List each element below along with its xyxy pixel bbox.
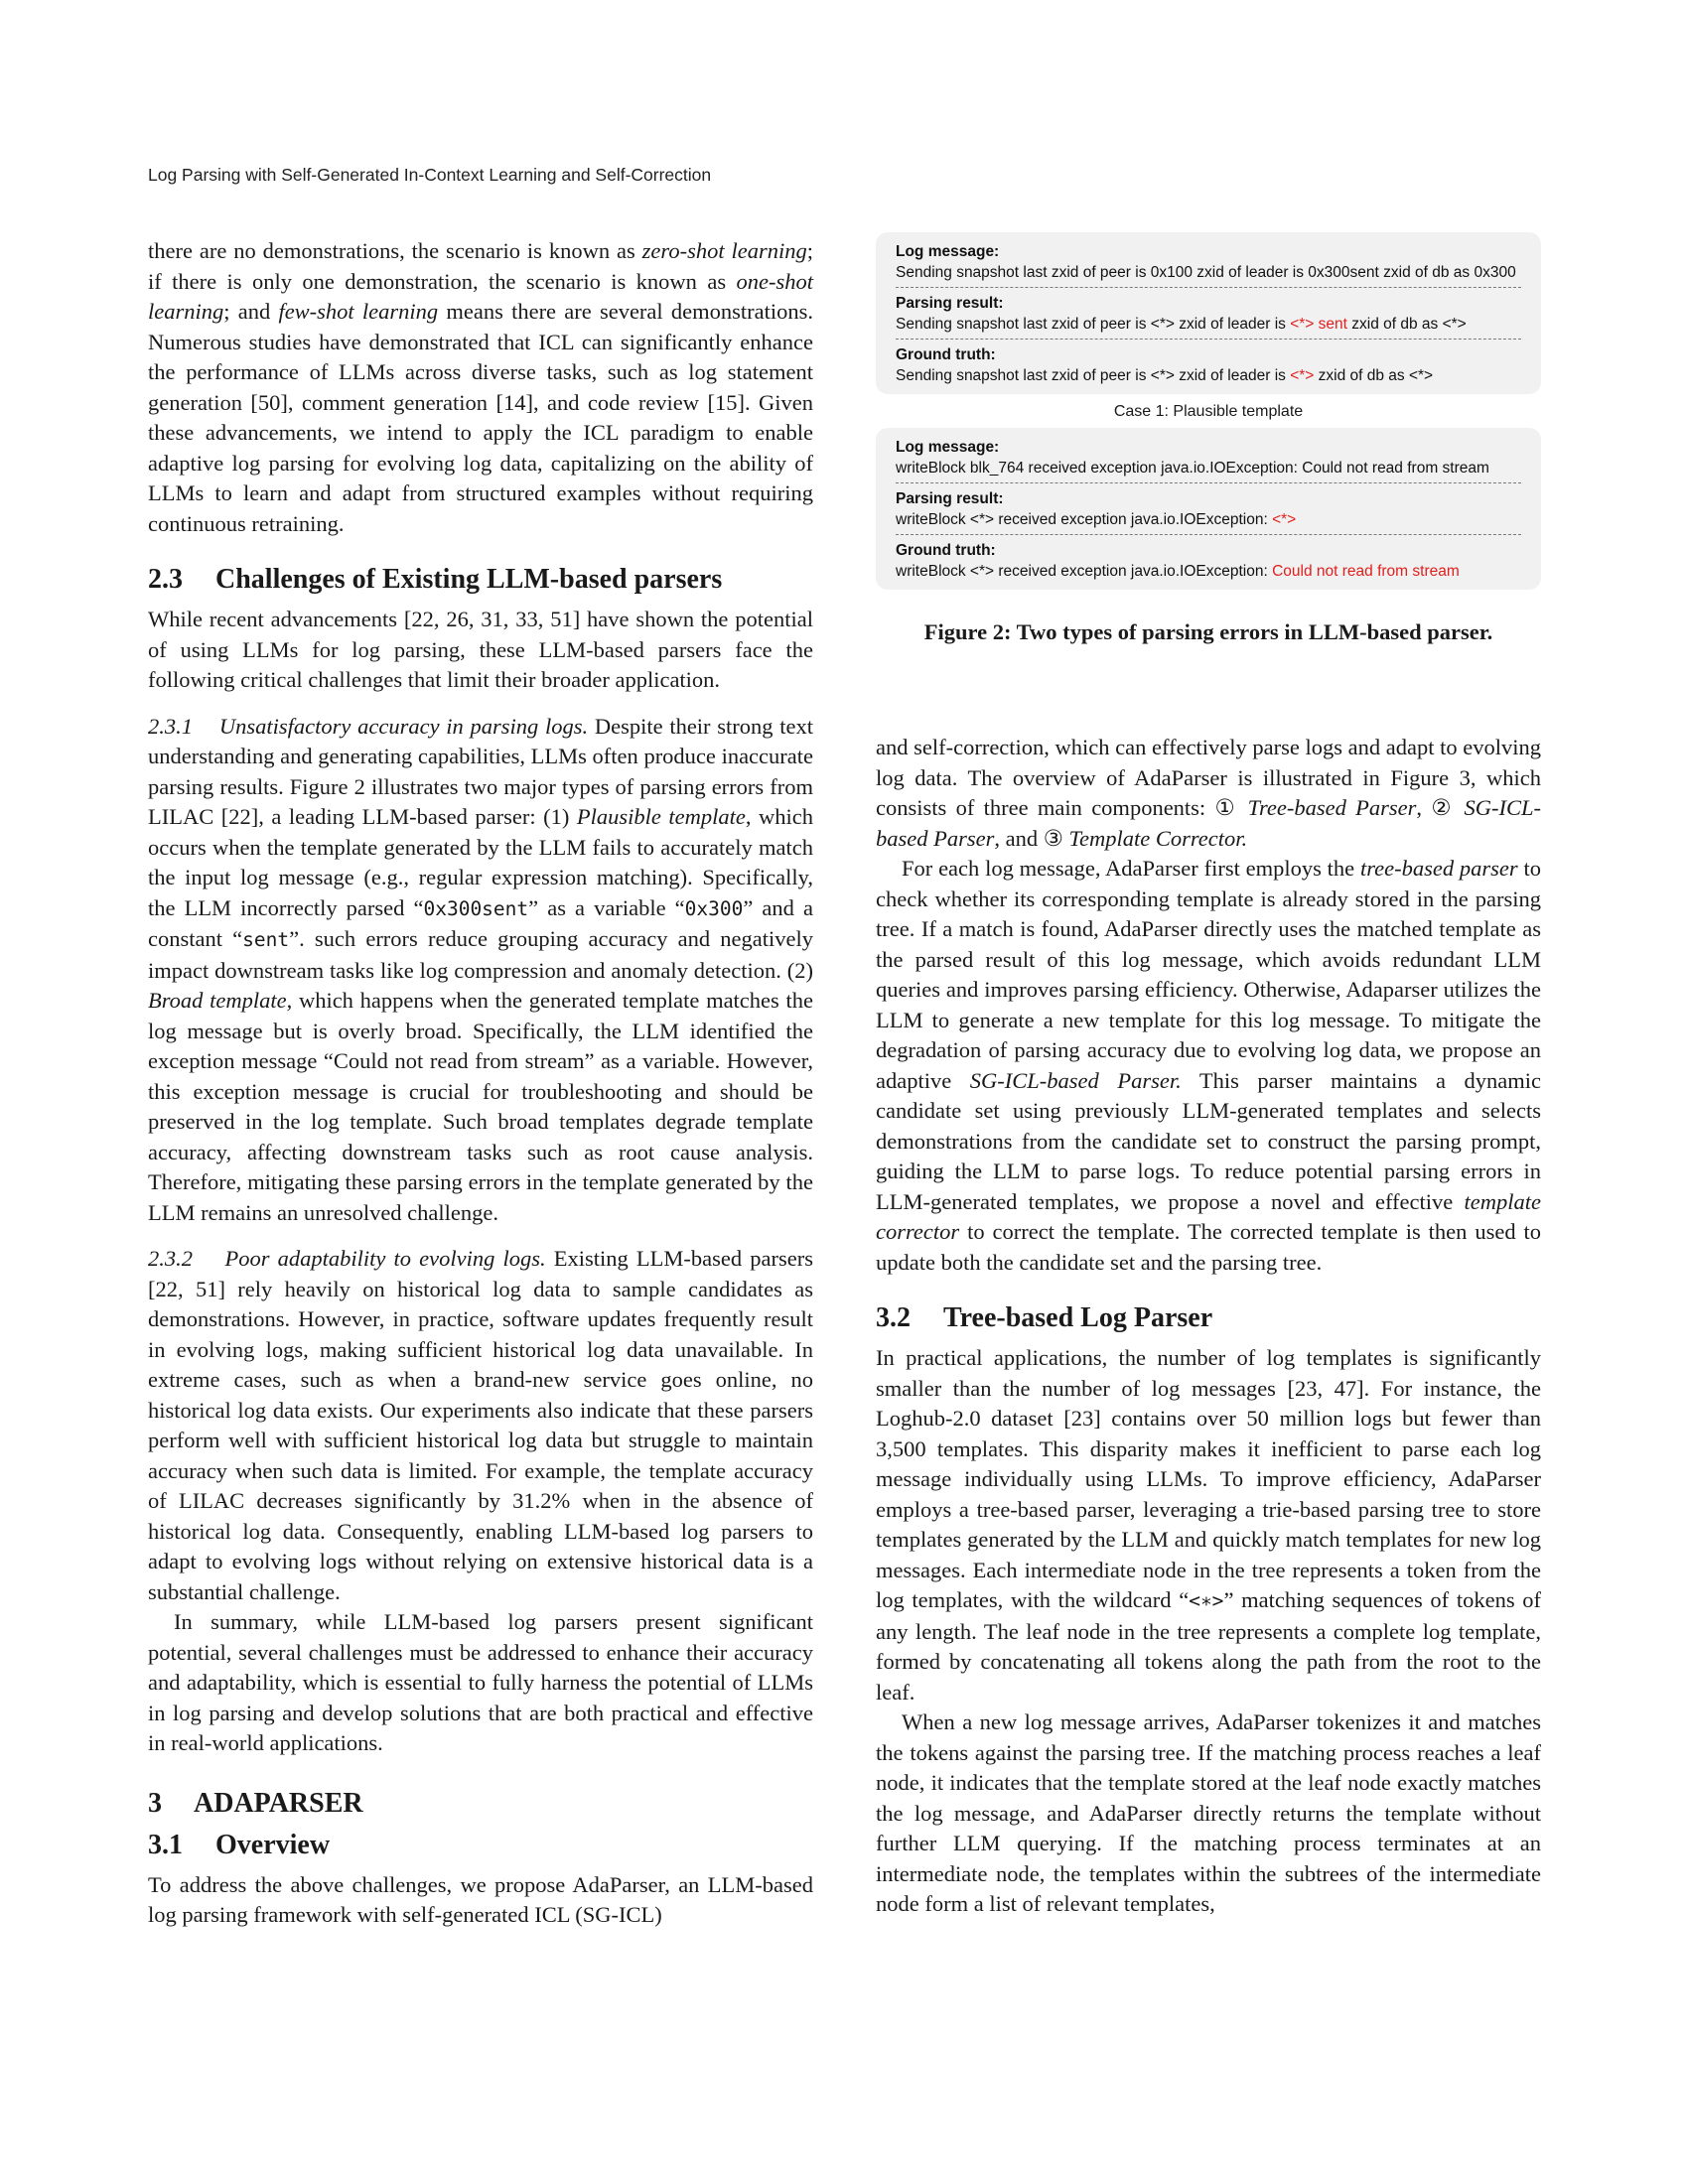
paragraph-adaparser-intro: and self-correction, which can effectively parse logs and adapt to evolving log data. The overview of AdaParser is illustrated in Figure 3, which consists of three main components: ① Tree-based Parser, ② SG-ICL-based Parser, and ③ Template Corrector. [876, 735, 1541, 851]
section-heading-3: 3 ADAPARSER [148, 1787, 363, 1819]
case2-message: writeBlock blk_764 received exception java.io.IOException: Could not read from stream [896, 460, 1489, 477]
case1-truth-label: Ground truth: [896, 346, 996, 363]
figure-case-1-panel [876, 232, 1541, 394]
case1-parse-label: Parsing result: [896, 295, 1004, 312]
paragraph-challenges-intro: While recent advancements [22, 26, 31, 33, 51] have shown the potential of using LLMs for log parsing, these LLM-based parsers face the following critical challenges that limit their broader application. [148, 607, 813, 692]
paragraph-icl-intro: there are no demonstrations, the scenario is known as zero-shot learning; if there is only one demonstration, the scenario is known as one-shot learning; and few-shot learning means there are several demonstrations. Numerous studies have demonstrated that ICL can significantly enhance the performance of LLMs across diverse tasks, such as log statement generation [50], comment generation [14], and code review [15]. Given these advancements, we intend to apply the ICL paradigm to enable adaptive log parsing for evolving log data, capitalizing on the ability of LLMs to learn and adapt from structured examples without requiring continuous retraining. [148, 238, 813, 536]
case1-parse-result: Sending snapshot last zxid of peer is <*> zxid of leader is <*> sent zxid of db as <*> [896, 316, 1467, 333]
case2-ground-truth: writeBlock <*> received exception java.io.IOException: Could not read from stream [896, 563, 1460, 580]
paragraph-summary: In summary, while LLM-based log parsers present significant potential, several challenges must be addressed to enhance their accuracy and adaptability, which is essential to fully harness the potential of LLMs in log parsing and develop solutions that are both practical and effective in real-world applications. [148, 1609, 813, 1755]
paragraph-matching: When a new log message arrives, AdaParser tokenizes it and matches the tokens against the parsing tree. If the matching process reaches a leaf node, it indicates that the template stored at the leaf node exactly matches the log message, and AdaParser directly returns the template without further LLM querying. If the matching process terminates at an intermediate node, the templates within the subtrees of the intermediate node form a list of relevant templates, [876, 1709, 1541, 1916]
case1-ground-truth: Sending snapshot last zxid of peer is <*> zxid of leader is <*> zxid of db as <*> [896, 367, 1434, 384]
divider [896, 482, 1521, 483]
case-1-caption: Case 1: Plausible template [1113, 403, 1304, 420]
figure-caption: Figure 2: Two types of parsing errors in LLM-based parser. [923, 619, 1493, 644]
case2-message-label: Log message: [896, 439, 1000, 456]
figure-2 [876, 232, 1541, 645]
section-heading-3-1: 3.1 Overview [148, 1829, 331, 1860]
case2-parse-label: Parsing result: [896, 490, 1004, 507]
subsection-heading-2-3-2: 2.3.2 Poor adaptability to evolving logs. [148, 1246, 546, 1271]
left-column [148, 236, 813, 1931]
case2-parse-result: writeBlock <*> received exception java.io.IOException: <*> [896, 511, 1297, 528]
subsection-heading-2-3-1: 2.3.1 Unsatisfactory accuracy in parsing logs. [148, 713, 589, 739]
section-heading-2-3: 2.3 Challenges of Existing LLM-based parsers [148, 564, 723, 595]
paragraph-2-3-2: 2.3.2 Poor adaptability to evolving logs. Existing LLM-based parsers [22, 51] rely heavily on historical log data to sample candidates as demonstrations. However, in practice, software updates frequently result in evolving logs, making sufficient historical log data unavailable. In extreme cases, such as when a brand-new service goes online, no historical log data exists. Our experiments also indicate that these parsers perform well with sufficient historical log data but struggle to maintain accuracy when such data is limited. For example, the template accuracy of LILAC decreases significantly by 31.2% when in the absence of historical log data. Consequently, enabling LLM-based log parsers to adapt to evolving logs without relying on extensive historical data is a substantial challenge. [148, 1246, 813, 1604]
divider [896, 287, 1521, 288]
case2-truth-label: Ground truth: [896, 542, 996, 559]
figure-case-2-panel [876, 428, 1541, 590]
paragraph-overview: To address the above challenges, we propose AdaParser, an LLM-based log parsing framework with self-generated ICL (SG-ICL) [148, 1871, 813, 1927]
paragraph-workflow: For each log message, AdaParser first employs the tree-based parser to check whether its corresponding template is already stored in the parsing tree. If a match is found, AdaParser directly uses the matched template as the parsed result of this log message, which avoids redundant LLM queries and improves parsing efficiency. Otherwise, Adaparser utilizes the LLM to generate a new template for this log message. To mitigate the degradation of parsing accuracy due to evolving log data, we propose an adaptive SG-ICL-based Parser. This parser maintains a dynamic candidate set using previously LLM-generated templates and selects demonstrations from the candidate set to construct the parsing prompt, guiding the LLM to parse logs. To reduce potential parsing errors in LLM-generated templates, we propose a novel and effective template corrector to correct the template. The corrected template is then used to update both the candidate set and the parsing tree. [876, 856, 1542, 1275]
divider [896, 339, 1521, 340]
paragraph-2-3-1: 2.3.1 Unsatisfactory accuracy in parsing logs. Despite their strong text understanding and generating capabilities, LLMs often produce inaccurate parsing results. Figure 2 illustrates two major types of parsing errors from LILAC [22], a leading LLM-based parser: (1) Plausible template, which occurs when the template generated by the LLM fails to accurately match the input log message (e.g., regular expression matching). Specifically, the LLM incorrectly parsed “0x300sent” as a variable “0x300” and a constant “sent”. such errors reduce grouping accuracy and negatively impact downstream tasks like log compression and anomaly detection. (2) Broad template, which happens when the generated template matches the log message but is overly broad. Specifically, the LLM identified the exception message “Could not read from stream” as a variable. However, this exception message is crucial for troubleshooting and should be preserved in the log template. Such broad templates degrade template accuracy, affecting downstream tasks such as root cause analysis. Therefore, mitigating these parsing errors in the template generated by the LLM remains an unresolved challenge. [148, 713, 814, 1225]
section-heading-3-2: 3.2 Tree-based Log Parser [876, 1302, 1213, 1333]
case1-message-label: Log message: [896, 243, 1000, 260]
divider [896, 534, 1521, 535]
right-column [876, 733, 1541, 1920]
paragraph-tree-parser: In practical applications, the number of log templates is significantly smaller than the number of log messages [23, 47]. For instance, the Loghub-2.0 dataset [23] contains over 50 million logs but fewer than 3,500 templates. This disparity makes it inefficient to parse each log message individually using LLMs. To improve efficiency, AdaParser employs a tree-based parser, leveraging a trie-based parsing tree to store templates generated by the LLM and quickly match templates for new log messages. Each intermediate node in the tree represents a token from the log templates, with the wildcard “<∗>” matching sequences of tokens of any length. The leaf node in the tree represents a complete log template, formed by concatenating all tokens along the path from the root to the leaf. [876, 1345, 1541, 1705]
case1-message: Sending snapshot last zxid of peer is 0x100 zxid of leader is 0x300sent zxid of db as 0x300 [896, 264, 1516, 281]
running-header: Log Parsing with Self-Generated In-Context Learning and Self-Correction [148, 165, 712, 185]
